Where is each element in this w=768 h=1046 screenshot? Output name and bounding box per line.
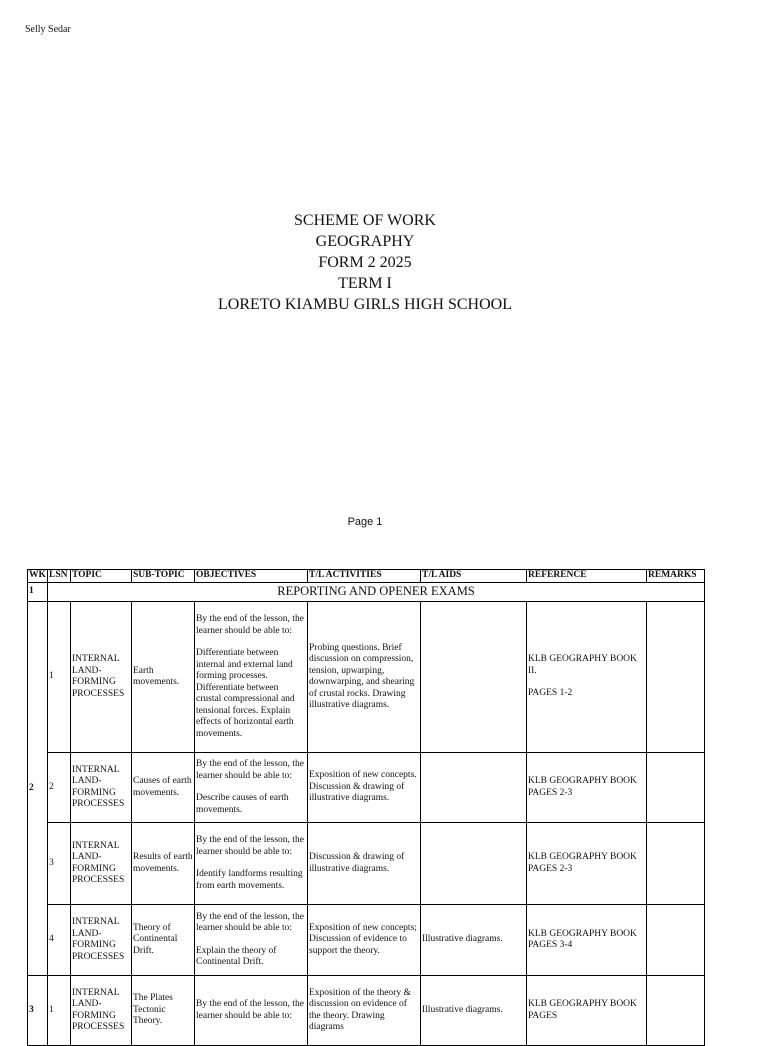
activities-cell: Exposition of new concepts. Discussion & drawing of illustrative diagrams. xyxy=(308,753,421,823)
remarks-cell xyxy=(647,823,705,905)
objectives-cell xyxy=(195,753,308,823)
week-number: 2 xyxy=(28,602,48,976)
objectives-intro: By the end of the lesson, the learner should be able to: xyxy=(196,911,304,933)
reference-cell: KLB GEOGRAPHY BOOK PAGES 3-4 xyxy=(527,905,647,976)
column-header: T/L AIDS xyxy=(421,570,527,583)
objectives-cell xyxy=(195,823,308,905)
objectives-intro: By the end of the lesson, the learner should be able to: xyxy=(196,835,304,857)
table-row xyxy=(28,905,705,976)
topic-cell: INTERNAL LAND-FORMING PROCESSES xyxy=(71,602,132,753)
objectives-body: Identify landforms resulting from earth movements. xyxy=(196,869,303,891)
remarks-cell xyxy=(647,602,705,753)
reference-pages: PAGES 1-2 xyxy=(528,688,573,699)
lesson-number: 2 xyxy=(48,753,71,823)
objectives-intro: By the end of the lesson, the learner should be able to: xyxy=(196,614,304,636)
title-line: GEOGRAPHY xyxy=(315,233,415,250)
subtopic-cell: The Plates Tectonic Theory. xyxy=(132,976,195,1046)
lesson-number: 4 xyxy=(48,905,71,976)
activities-cell: Probing questions. Brief discussion on compression, tension, upwarping, downwarping, and shearing of crustal rocks. Drawing illustrative diagrams. xyxy=(308,602,421,753)
column-header: LSN xyxy=(48,570,71,583)
aids-cell: Illustrative diagrams. xyxy=(421,905,527,976)
table-row xyxy=(28,602,705,753)
column-header: WK xyxy=(28,570,48,583)
week-number: 1 xyxy=(28,583,48,602)
scheme-of-work-table xyxy=(27,569,705,1046)
activities-cell: Exposition of the theory & discussion on evidence of the theory. Drawing diagrams xyxy=(308,976,421,1046)
document-author: Selly Sedar xyxy=(25,24,71,35)
topic-cell: INTERNAL LAND-FORMING PROCESSES xyxy=(71,976,132,1046)
column-header: SUB-TOPIC xyxy=(132,570,195,583)
aids-cell xyxy=(421,823,527,905)
lesson-number: 3 xyxy=(48,823,71,905)
title-line: TERM I xyxy=(338,275,392,292)
subtopic-cell: Theory of Continental Drift. xyxy=(132,905,195,976)
column-header: REMARKS xyxy=(647,570,705,583)
aids-cell xyxy=(421,602,527,753)
subtopic-cell: Causes of earth movements. xyxy=(132,753,195,823)
reference-cell xyxy=(527,602,647,753)
document-title xyxy=(0,210,730,315)
aids-cell: Illustrative diagrams. xyxy=(421,976,527,1046)
column-header: REFERENCE xyxy=(527,570,647,583)
topic-cell: INTERNAL LAND-FORMING PROCESSES xyxy=(71,905,132,976)
objectives-cell xyxy=(195,905,308,976)
activities-cell: Exposition of new concepts; Discussion of evidence to support the theory. xyxy=(308,905,421,976)
objectives-cell xyxy=(195,976,308,1046)
remarks-cell xyxy=(647,753,705,823)
column-header: T/L ACTIVITIES xyxy=(308,570,421,583)
objectives-body: Describe causes of earth movements. xyxy=(196,793,289,815)
subtopic-cell: Results of earth movements. xyxy=(132,823,195,905)
page-number: Page 1 xyxy=(347,516,383,528)
objectives-body: Differentiate between internal and external land forming processes. Differentiate between crustal compressional and tensional forces. Explain effects of horizontal earth movements. xyxy=(196,648,295,739)
reference-cell: KLB GEOGRAPHY BOOK PAGES xyxy=(527,976,647,1046)
title-line: LORETO KIAMBU GIRLS HIGH SCHOOL xyxy=(218,296,512,313)
objectives-intro: By the end of the lesson, the learner should be able to: xyxy=(196,999,304,1021)
objectives-body: Explain the theory of Continental Drift. xyxy=(196,945,277,967)
activities-cell: Discussion & drawing of illustrative diagrams. xyxy=(308,823,421,905)
topic-cell: INTERNAL LAND-FORMING PROCESSES xyxy=(71,753,132,823)
objectives-cell xyxy=(195,602,308,753)
table-header-row xyxy=(28,570,705,583)
table-row xyxy=(28,976,705,1046)
aids-cell xyxy=(421,753,527,823)
reference-cell: KLB GEOGRAPHY BOOK PAGES 2-3 xyxy=(527,823,647,905)
topic-cell: INTERNAL LAND-FORMING PROCESSES xyxy=(71,823,132,905)
week-banner-row xyxy=(28,583,705,602)
remarks-cell xyxy=(647,976,705,1046)
table-row xyxy=(28,823,705,905)
remarks-cell xyxy=(647,905,705,976)
column-header: OBJECTIVES xyxy=(195,570,308,583)
subtopic-cell: Earth movements. xyxy=(132,602,195,753)
title-line: FORM 2 2025 xyxy=(318,254,412,271)
reference-cell: KLB GEOGRAPHY BOOK PAGES 2-3 xyxy=(527,753,647,823)
lesson-number: 1 xyxy=(48,976,71,1046)
table-row xyxy=(28,753,705,823)
objectives-intro: By the end of the lesson, the learner should be able to: xyxy=(196,759,304,781)
week-number: 3 xyxy=(28,976,48,1046)
column-header: TOPIC xyxy=(71,570,132,583)
lesson-number: 1 xyxy=(48,602,71,753)
reference-text: KLB GEOGRAPHY BOOK II. xyxy=(528,654,637,676)
week-banner: REPORTING AND OPENER EXAMS xyxy=(48,583,705,602)
title-line: SCHEME OF WORK xyxy=(294,212,436,229)
